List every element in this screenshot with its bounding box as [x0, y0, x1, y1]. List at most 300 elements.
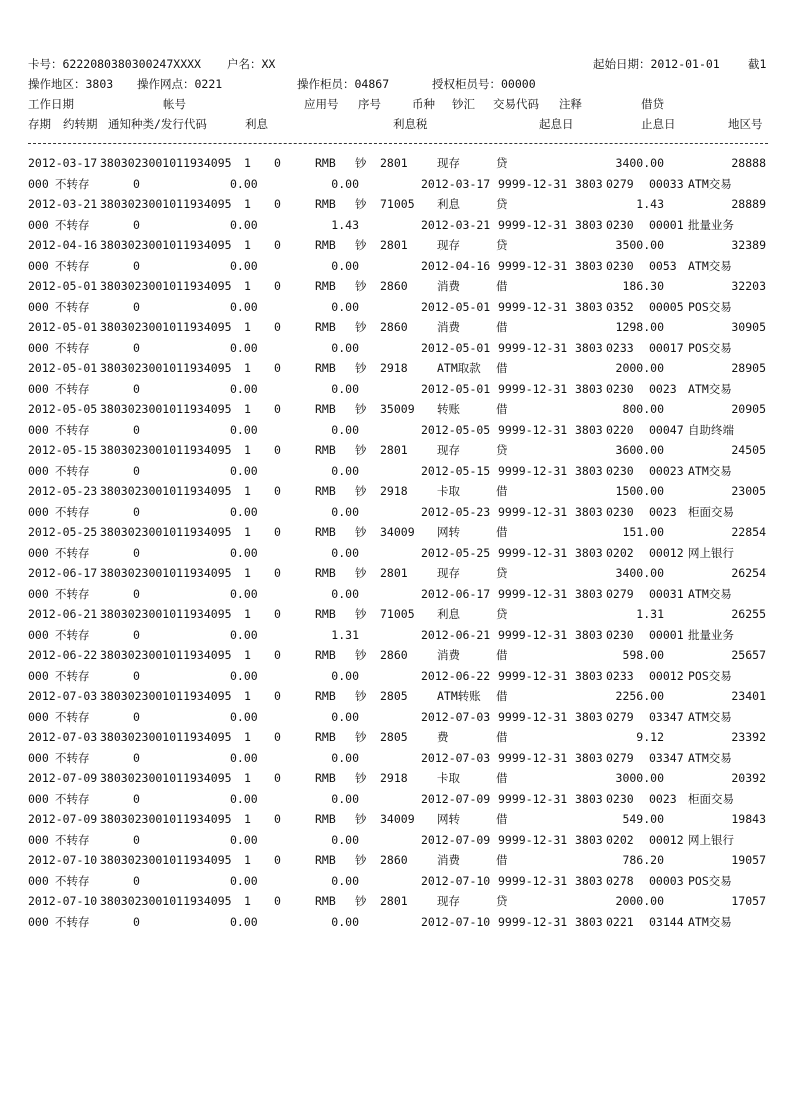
txn-channel: POS交易 [688, 668, 732, 683]
txn-account: 3803023001011934095 [100, 566, 232, 580]
txn-note: 现存 [437, 156, 460, 170]
txn-auto-renew: 不转存 [55, 340, 90, 355]
txn-seq-no: 0 [274, 730, 281, 744]
txn-code: 34009 [380, 525, 415, 539]
txn-start-date: 2012-07-09 [421, 791, 491, 806]
txn-app-no: 1 [244, 197, 251, 211]
txn-end-date: 9999-12-31 [498, 176, 568, 191]
txn-notice-type: 0 [133, 914, 140, 929]
txn-channel: ATM交易 [688, 381, 732, 396]
txn-amount: 1298.00 [615, 320, 664, 334]
operation-teller: 操作柜员：04867 [297, 77, 390, 91]
operation-region: 操作地区：3803 [28, 77, 114, 91]
txn-amount: 186.30 [622, 279, 664, 293]
col-app-no: 应用号 [304, 97, 339, 111]
txn-notice-type: 0 [133, 750, 140, 765]
txn-amount: 3500.00 [615, 238, 664, 252]
txn-interest: 0.00 [230, 176, 258, 191]
txn-amount: 151.00 [622, 525, 664, 539]
txn-start-date: 2012-06-17 [421, 586, 491, 601]
txn-term: 000 [28, 340, 49, 355]
txn-end-date: 9999-12-31 [498, 873, 568, 888]
txn-term: 000 [28, 750, 49, 765]
txn-dr-cr: 贷 [496, 566, 508, 580]
txn-outlet: 0279 [606, 709, 634, 724]
txn-teller: 03347 [649, 750, 684, 765]
txn-cash-remit: 钞 [355, 730, 367, 744]
txn-term: 000 [28, 381, 49, 396]
txn-app-no: 1 [244, 361, 251, 375]
txn-app-no: 1 [244, 156, 251, 170]
txn-balance: 24505 [731, 443, 766, 457]
txn-start-date: 2012-07-10 [421, 873, 491, 888]
txn-cash-remit: 钞 [355, 607, 367, 621]
txn-notice-type: 0 [133, 422, 140, 437]
txn-dr-cr: 借 [496, 525, 508, 539]
txn-code: 34009 [380, 812, 415, 826]
txn-teller: 0053 [649, 258, 677, 273]
txn-app-no: 1 [244, 402, 251, 416]
txn-channel: ATM交易 [688, 914, 732, 929]
txn-code: 2860 [380, 853, 408, 867]
txn-teller: 00012 [649, 545, 684, 560]
txn-teller: 00047 [649, 422, 684, 437]
txn-interest: 0.00 [230, 791, 258, 806]
txn-code: 2801 [380, 443, 408, 457]
txn-cash-remit: 钞 [355, 566, 367, 580]
txn-balance: 26255 [731, 607, 766, 621]
txn-interest: 0.00 [230, 750, 258, 765]
txn-start-date: 2012-07-03 [421, 709, 491, 724]
txn-app-no: 1 [244, 730, 251, 744]
txn-amount: 3400.00 [615, 566, 664, 580]
txn-note: 消费 [437, 320, 460, 334]
txn-start-date: 2012-04-16 [421, 258, 491, 273]
txn-balance: 32389 [731, 238, 766, 252]
txn-amount: 1.31 [636, 607, 664, 621]
txn-interest-tax: 1.43 [331, 217, 359, 232]
txn-term: 000 [28, 504, 49, 519]
txn-cash-remit: 钞 [355, 402, 367, 416]
txn-term: 000 [28, 217, 49, 232]
txn-currency: RMB [315, 238, 336, 252]
txn-cash-remit: 钞 [355, 156, 367, 170]
txn-interest-tax: 0.00 [331, 668, 359, 683]
txn-account: 3803023001011934095 [100, 525, 232, 539]
txn-auto-renew: 不转存 [55, 832, 90, 847]
txn-channel: ATM交易 [688, 709, 732, 724]
txn-start-date: 2012-05-25 [421, 545, 491, 560]
txn-teller: 00012 [649, 832, 684, 847]
txn-dr-cr: 借 [496, 279, 508, 293]
txn-currency: RMB [315, 894, 336, 908]
txn-note: 利息 [437, 197, 460, 211]
txn-region: 3803 [575, 586, 603, 601]
txn-end-date: 9999-12-31 [498, 340, 568, 355]
txn-teller: 00003 [649, 873, 684, 888]
txn-region: 3803 [575, 873, 603, 888]
txn-region: 3803 [575, 545, 603, 560]
txn-auto-renew: 不转存 [55, 176, 90, 191]
txn-term: 000 [28, 709, 49, 724]
txn-note: 消费 [437, 853, 460, 867]
txn-currency: RMB [315, 853, 336, 867]
txn-seq-no: 0 [274, 484, 281, 498]
txn-account: 3803023001011934095 [100, 730, 232, 744]
txn-account: 3803023001011934095 [100, 771, 232, 785]
txn-term: 000 [28, 586, 49, 601]
txn-account: 3803023001011934095 [100, 894, 232, 908]
txn-auto-renew: 不转存 [55, 750, 90, 765]
txn-start-date: 2012-07-09 [421, 832, 491, 847]
txn-app-no: 1 [244, 894, 251, 908]
txn-channel: POS交易 [688, 299, 732, 314]
txn-interest: 0.00 [230, 668, 258, 683]
txn-app-no: 1 [244, 443, 251, 457]
txn-account: 3803023001011934095 [100, 812, 232, 826]
txn-seq-no: 0 [274, 771, 281, 785]
txn-teller: 00031 [649, 586, 684, 601]
txn-note: 现存 [437, 443, 460, 457]
txn-notice-type: 0 [133, 381, 140, 396]
txn-cash-remit: 钞 [355, 320, 367, 334]
txn-term: 000 [28, 914, 49, 929]
txn-interest: 0.00 [230, 381, 258, 396]
txn-amount: 3400.00 [615, 156, 664, 170]
txn-date: 2012-05-01 [28, 279, 98, 293]
txn-balance: 19057 [731, 853, 766, 867]
txn-notice-type: 0 [133, 668, 140, 683]
txn-outlet: 0220 [606, 422, 634, 437]
txn-interest: 0.00 [230, 627, 258, 642]
txn-start-date: 2012-05-01 [421, 340, 491, 355]
txn-outlet: 0233 [606, 340, 634, 355]
txn-amount: 549.00 [622, 812, 664, 826]
txn-interest-tax: 0.00 [331, 545, 359, 560]
txn-amount: 2000.00 [615, 894, 664, 908]
txn-cash-remit: 钞 [355, 525, 367, 539]
account-holder: 户名：XX [227, 57, 276, 71]
txn-date: 2012-03-21 [28, 197, 98, 211]
txn-note: ATM取款 [437, 361, 481, 375]
col-interest-tax: 利息税 [393, 117, 428, 131]
txn-teller: 0023 [649, 504, 677, 519]
txn-account: 3803023001011934095 [100, 689, 232, 703]
txn-auto-renew: 不转存 [55, 422, 90, 437]
txn-term: 000 [28, 791, 49, 806]
txn-date: 2012-05-05 [28, 402, 98, 416]
txn-end-date: 9999-12-31 [498, 381, 568, 396]
txn-start-date: 2012-07-03 [421, 750, 491, 765]
txn-channel: 网上银行 [688, 545, 734, 560]
txn-channel: ATM交易 [688, 463, 732, 478]
txn-region: 3803 [575, 463, 603, 478]
txn-note: 现存 [437, 566, 460, 580]
txn-date: 2012-06-17 [28, 566, 98, 580]
txn-dr-cr: 借 [496, 484, 508, 498]
txn-term: 000 [28, 627, 49, 642]
txn-interest: 0.00 [230, 832, 258, 847]
txn-note: 现存 [437, 894, 460, 908]
txn-app-no: 1 [244, 566, 251, 580]
txn-dr-cr: 贷 [496, 894, 508, 908]
txn-balance: 17057 [731, 894, 766, 908]
txn-start-date: 2012-05-15 [421, 463, 491, 478]
txn-currency: RMB [315, 484, 336, 498]
txn-date: 2012-06-22 [28, 648, 98, 662]
txn-region: 3803 [575, 217, 603, 232]
txn-account: 3803023001011934095 [100, 443, 232, 457]
txn-cash-remit: 钞 [355, 689, 367, 703]
txn-note: 转账 [437, 402, 460, 416]
txn-date: 2012-07-10 [28, 853, 98, 867]
txn-teller: 0023 [649, 791, 677, 806]
txn-code: 2801 [380, 238, 408, 252]
txn-region: 3803 [575, 258, 603, 273]
txn-amount: 786.20 [622, 853, 664, 867]
txn-auto-renew: 不转存 [55, 709, 90, 724]
txn-balance: 28905 [731, 361, 766, 375]
txn-currency: RMB [315, 156, 336, 170]
txn-date: 2012-07-03 [28, 730, 98, 744]
txn-note: 费 [437, 730, 449, 744]
txn-currency: RMB [315, 525, 336, 539]
txn-outlet: 0352 [606, 299, 634, 314]
txn-code: 2801 [380, 566, 408, 580]
txn-cash-remit: 钞 [355, 812, 367, 826]
txn-app-no: 1 [244, 812, 251, 826]
txn-interest-tax: 0.00 [331, 176, 359, 191]
txn-dr-cr: 借 [496, 402, 508, 416]
txn-interest-tax: 1.31 [331, 627, 359, 642]
txn-cash-remit: 钞 [355, 771, 367, 785]
txn-dr-cr: 借 [496, 812, 508, 826]
txn-end-date: 9999-12-31 [498, 217, 568, 232]
txn-dr-cr: 贷 [496, 197, 508, 211]
txn-cash-remit: 钞 [355, 894, 367, 908]
txn-note: 现存 [437, 238, 460, 252]
txn-balance: 32203 [731, 279, 766, 293]
txn-end-date: 9999-12-31 [498, 668, 568, 683]
txn-region: 3803 [575, 914, 603, 929]
txn-app-no: 1 [244, 320, 251, 334]
txn-interest: 0.00 [230, 258, 258, 273]
txn-region: 3803 [575, 340, 603, 355]
txn-code: 2801 [380, 156, 408, 170]
txn-notice-type: 0 [133, 709, 140, 724]
txn-code: 2860 [380, 648, 408, 662]
txn-end-date: 9999-12-31 [498, 422, 568, 437]
txn-auto-renew: 不转存 [55, 463, 90, 478]
txn-seq-no: 0 [274, 156, 281, 170]
txn-seq-no: 0 [274, 279, 281, 293]
txn-notice-type: 0 [133, 791, 140, 806]
txn-seq-no: 0 [274, 812, 281, 826]
txn-interest-tax: 0.00 [331, 504, 359, 519]
txn-app-no: 1 [244, 771, 251, 785]
txn-outlet: 0221 [606, 914, 634, 929]
txn-start-date: 2012-05-01 [421, 381, 491, 396]
txn-currency: RMB [315, 607, 336, 621]
txn-interest: 0.00 [230, 217, 258, 232]
txn-app-no: 1 [244, 607, 251, 621]
txn-term: 000 [28, 299, 49, 314]
col-account: 帐号 [163, 97, 186, 111]
txn-auto-renew: 不转存 [55, 791, 90, 806]
txn-outlet: 0230 [606, 381, 634, 396]
txn-amount: 598.00 [622, 648, 664, 662]
txn-balance: 28888 [731, 156, 766, 170]
txn-notice-type: 0 [133, 873, 140, 888]
txn-app-no: 1 [244, 689, 251, 703]
col-dr-cr: 借贷 [641, 97, 664, 111]
txn-interest: 0.00 [230, 709, 258, 724]
txn-note: 消费 [437, 648, 460, 662]
txn-teller: 00023 [649, 463, 684, 478]
txn-term: 000 [28, 668, 49, 683]
txn-region: 3803 [575, 299, 603, 314]
txn-notice-type: 0 [133, 176, 140, 191]
txn-dr-cr: 贷 [496, 607, 508, 621]
txn-teller: 0023 [649, 381, 677, 396]
txn-currency: RMB [315, 648, 336, 662]
txn-interest-tax: 0.00 [331, 873, 359, 888]
txn-amount: 1500.00 [615, 484, 664, 498]
txn-interest-tax: 0.00 [331, 258, 359, 273]
txn-code: 2918 [380, 361, 408, 375]
txn-teller: 00012 [649, 668, 684, 683]
txn-channel: ATM交易 [688, 258, 732, 273]
txn-end-date: 9999-12-31 [498, 709, 568, 724]
start-date: 起始日期：2012-01-01 [593, 57, 720, 71]
txn-code: 71005 [380, 197, 415, 211]
txn-term: 000 [28, 176, 49, 191]
txn-seq-no: 0 [274, 443, 281, 457]
txn-end-date: 9999-12-31 [498, 299, 568, 314]
txn-seq-no: 0 [274, 361, 281, 375]
txn-date: 2012-04-16 [28, 238, 98, 252]
txn-interest-tax: 0.00 [331, 381, 359, 396]
txn-code: 35009 [380, 402, 415, 416]
txn-amount: 3600.00 [615, 443, 664, 457]
col-auto-renew: 约转期 [63, 117, 98, 131]
txn-teller: 00033 [649, 176, 684, 191]
txn-date: 2012-05-25 [28, 525, 98, 539]
txn-cash-remit: 钞 [355, 279, 367, 293]
txn-balance: 28889 [731, 197, 766, 211]
txn-currency: RMB [315, 361, 336, 375]
col-term: 存期 [28, 117, 51, 131]
txn-notice-type: 0 [133, 463, 140, 478]
txn-date: 2012-05-01 [28, 320, 98, 334]
col-end-date: 止息日 [641, 117, 676, 131]
txn-date: 2012-07-09 [28, 771, 98, 785]
txn-auto-renew: 不转存 [55, 668, 90, 683]
txn-channel: 批量业务 [688, 217, 734, 232]
txn-account: 3803023001011934095 [100, 853, 232, 867]
txn-interest: 0.00 [230, 586, 258, 601]
txn-currency: RMB [315, 279, 336, 293]
txn-end-date: 9999-12-31 [498, 504, 568, 519]
txn-currency: RMB [315, 689, 336, 703]
txn-account: 3803023001011934095 [100, 607, 232, 621]
txn-interest-tax: 0.00 [331, 914, 359, 929]
txn-outlet: 0230 [606, 258, 634, 273]
txn-dr-cr: 借 [496, 361, 508, 375]
txn-region: 3803 [575, 791, 603, 806]
txn-cash-remit: 钞 [355, 361, 367, 375]
col-seq-no: 序号 [358, 97, 381, 111]
txn-code: 2918 [380, 484, 408, 498]
txn-end-date: 9999-12-31 [498, 463, 568, 478]
txn-app-no: 1 [244, 648, 251, 662]
txn-date: 2012-07-09 [28, 812, 98, 826]
txn-term: 000 [28, 873, 49, 888]
txn-seq-no: 0 [274, 648, 281, 662]
txn-date: 2012-07-10 [28, 894, 98, 908]
txn-account: 3803023001011934095 [100, 238, 232, 252]
txn-outlet: 0230 [606, 463, 634, 478]
txn-cash-remit: 钞 [355, 853, 367, 867]
txn-channel: 网上银行 [688, 832, 734, 847]
txn-interest: 0.00 [230, 545, 258, 560]
txn-end-date: 9999-12-31 [498, 545, 568, 560]
txn-date: 2012-05-23 [28, 484, 98, 498]
txn-channel: 批量业务 [688, 627, 734, 642]
txn-start-date: 2012-05-01 [421, 299, 491, 314]
txn-code: 2805 [380, 730, 408, 744]
txn-auto-renew: 不转存 [55, 217, 90, 232]
txn-dr-cr: 贷 [496, 443, 508, 457]
txn-auto-renew: 不转存 [55, 914, 90, 929]
txn-outlet: 0230 [606, 627, 634, 642]
txn-account: 3803023001011934095 [100, 648, 232, 662]
txn-outlet: 0278 [606, 873, 634, 888]
txn-region: 3803 [575, 832, 603, 847]
txn-interest-tax: 0.00 [331, 463, 359, 478]
txn-start-date: 2012-05-23 [421, 504, 491, 519]
txn-note: 网转 [437, 812, 460, 826]
txn-auto-renew: 不转存 [55, 627, 90, 642]
txn-dr-cr: 借 [496, 320, 508, 334]
txn-start-date: 2012-03-17 [421, 176, 491, 191]
txn-cash-remit: 钞 [355, 484, 367, 498]
txn-teller: 03347 [649, 709, 684, 724]
txn-balance: 23005 [731, 484, 766, 498]
txn-amount: 1.43 [636, 197, 664, 211]
txn-cash-remit: 钞 [355, 197, 367, 211]
txn-interest-tax: 0.00 [331, 709, 359, 724]
txn-end-date: 9999-12-31 [498, 586, 568, 601]
txn-currency: RMB [315, 812, 336, 826]
txn-interest: 0.00 [230, 422, 258, 437]
col-region-no: 地区号 [728, 117, 763, 131]
txn-note: 网转 [437, 525, 460, 539]
txn-outlet: 0233 [606, 668, 634, 683]
txn-cash-remit: 钞 [355, 238, 367, 252]
txn-notice-type: 0 [133, 299, 140, 314]
col-currency: 币种 [412, 97, 435, 111]
card-number: 卡号：6222080380300247XXXX [28, 57, 201, 71]
txn-start-date: 2012-03-21 [421, 217, 491, 232]
end-date-fragment: 截1 [748, 57, 767, 71]
txn-teller: 00017 [649, 340, 684, 355]
txn-channel: ATM交易 [688, 750, 732, 765]
txn-term: 000 [28, 422, 49, 437]
txn-date: 2012-03-17 [28, 156, 98, 170]
txn-app-no: 1 [244, 853, 251, 867]
txn-outlet: 0279 [606, 176, 634, 191]
